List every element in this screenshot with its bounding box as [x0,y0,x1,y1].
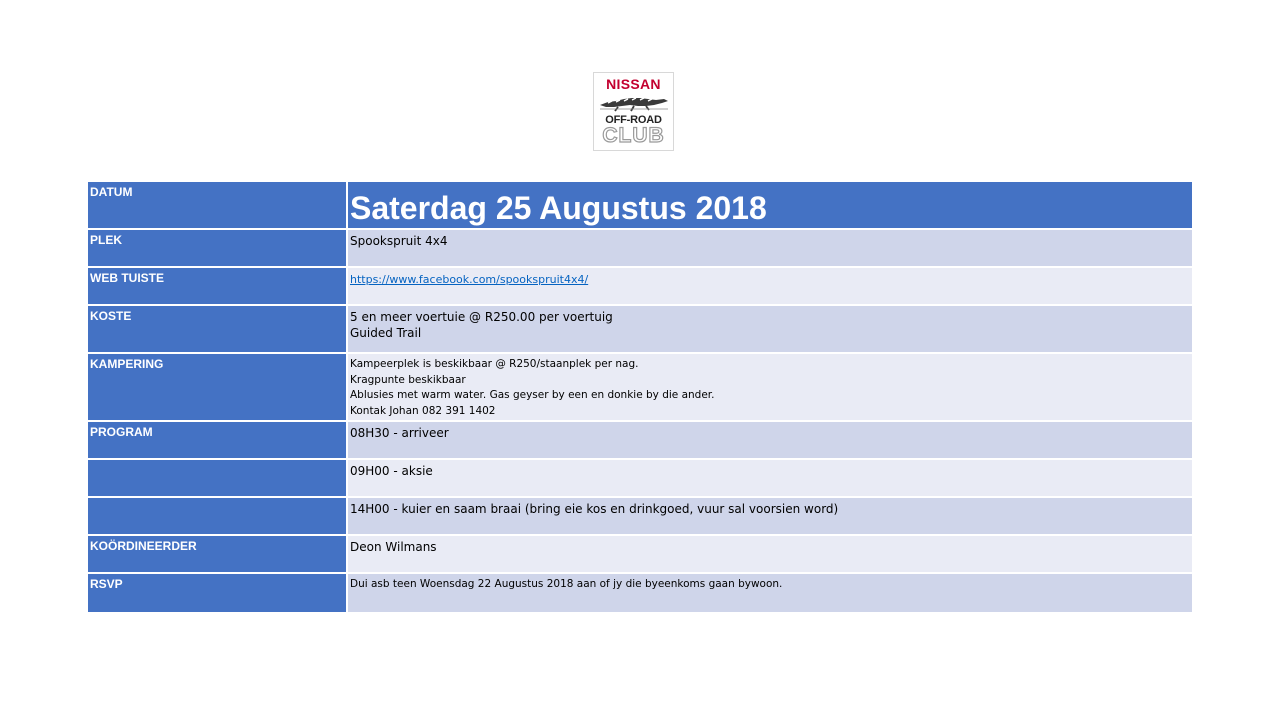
website-cell [348,268,1192,304]
row-label [88,498,348,534]
crocodile-icon [598,93,670,113]
program-item: 09H00 - aksie [348,460,1192,496]
row-program [88,422,1192,460]
cost-line: 5 en meer voertuie @ R250.00 per voertuig [350,310,613,324]
row-label: KOÖRDINEERDER [88,536,348,572]
rsvp-value: Dui asb teen Woensdag 22 Augustus 2018 aan of jy die byeenkoms gaan bywoon. [348,574,1192,612]
row-label: RSVP [88,574,348,612]
row-rsvp [88,574,1192,612]
coordinator-value: Deon Wilmans [348,536,1192,572]
logo-line-offroad: OFF-ROAD [605,114,662,126]
row-label: KOSTE [88,306,348,352]
row-label [88,460,348,496]
camping-value [348,354,1192,420]
program-item: 08H30 - arriveer [348,422,1192,458]
row-plek [88,230,1192,268]
row-label: PLEK [88,230,348,266]
row-label: PROGRAM [88,422,348,458]
row-program-3 [88,498,1192,536]
camping-line: Kampeerplek is beskikbaar @ R250/staanplek per nag. [350,358,639,370]
logo-brand: NISSAN [606,76,661,92]
camping-line: Kragpunte beskikbaar [350,373,466,386]
camping-line: Kontak Johan 082 391 1402 [350,404,496,417]
row-datum [88,182,1192,230]
program-item: 14H00 - kuier en saam braai (bring eie kos en drinkgoed, vuur sal voorsien word) [348,498,1192,534]
row-label: KAMPERING [88,354,348,420]
cost-value [348,306,1192,352]
event-details-table [88,182,1192,612]
event-date: Saterdag 25 Augustus 2018 [348,182,1192,228]
row-web-tuiste [88,268,1192,306]
row-program-2 [88,460,1192,498]
venue-value: Spookspruit 4x4 [348,230,1192,266]
logo-line-club: CLUB [602,124,665,147]
row-label: DATUM [88,182,348,228]
row-koste [88,306,1192,354]
cost-line: Guided Trail [350,326,422,340]
nissan-offroad-club-logo [593,72,674,151]
website-link[interactable]: https://www.facebook.com/spookspruit4x4/ [350,273,589,286]
row-kampering [88,354,1192,422]
row-koordineerder [88,536,1192,574]
row-label: WEB TUISTE [88,268,348,304]
camping-line: Ablusies met warm water. Gas geyser by een en donkie by die ander. [350,389,715,401]
